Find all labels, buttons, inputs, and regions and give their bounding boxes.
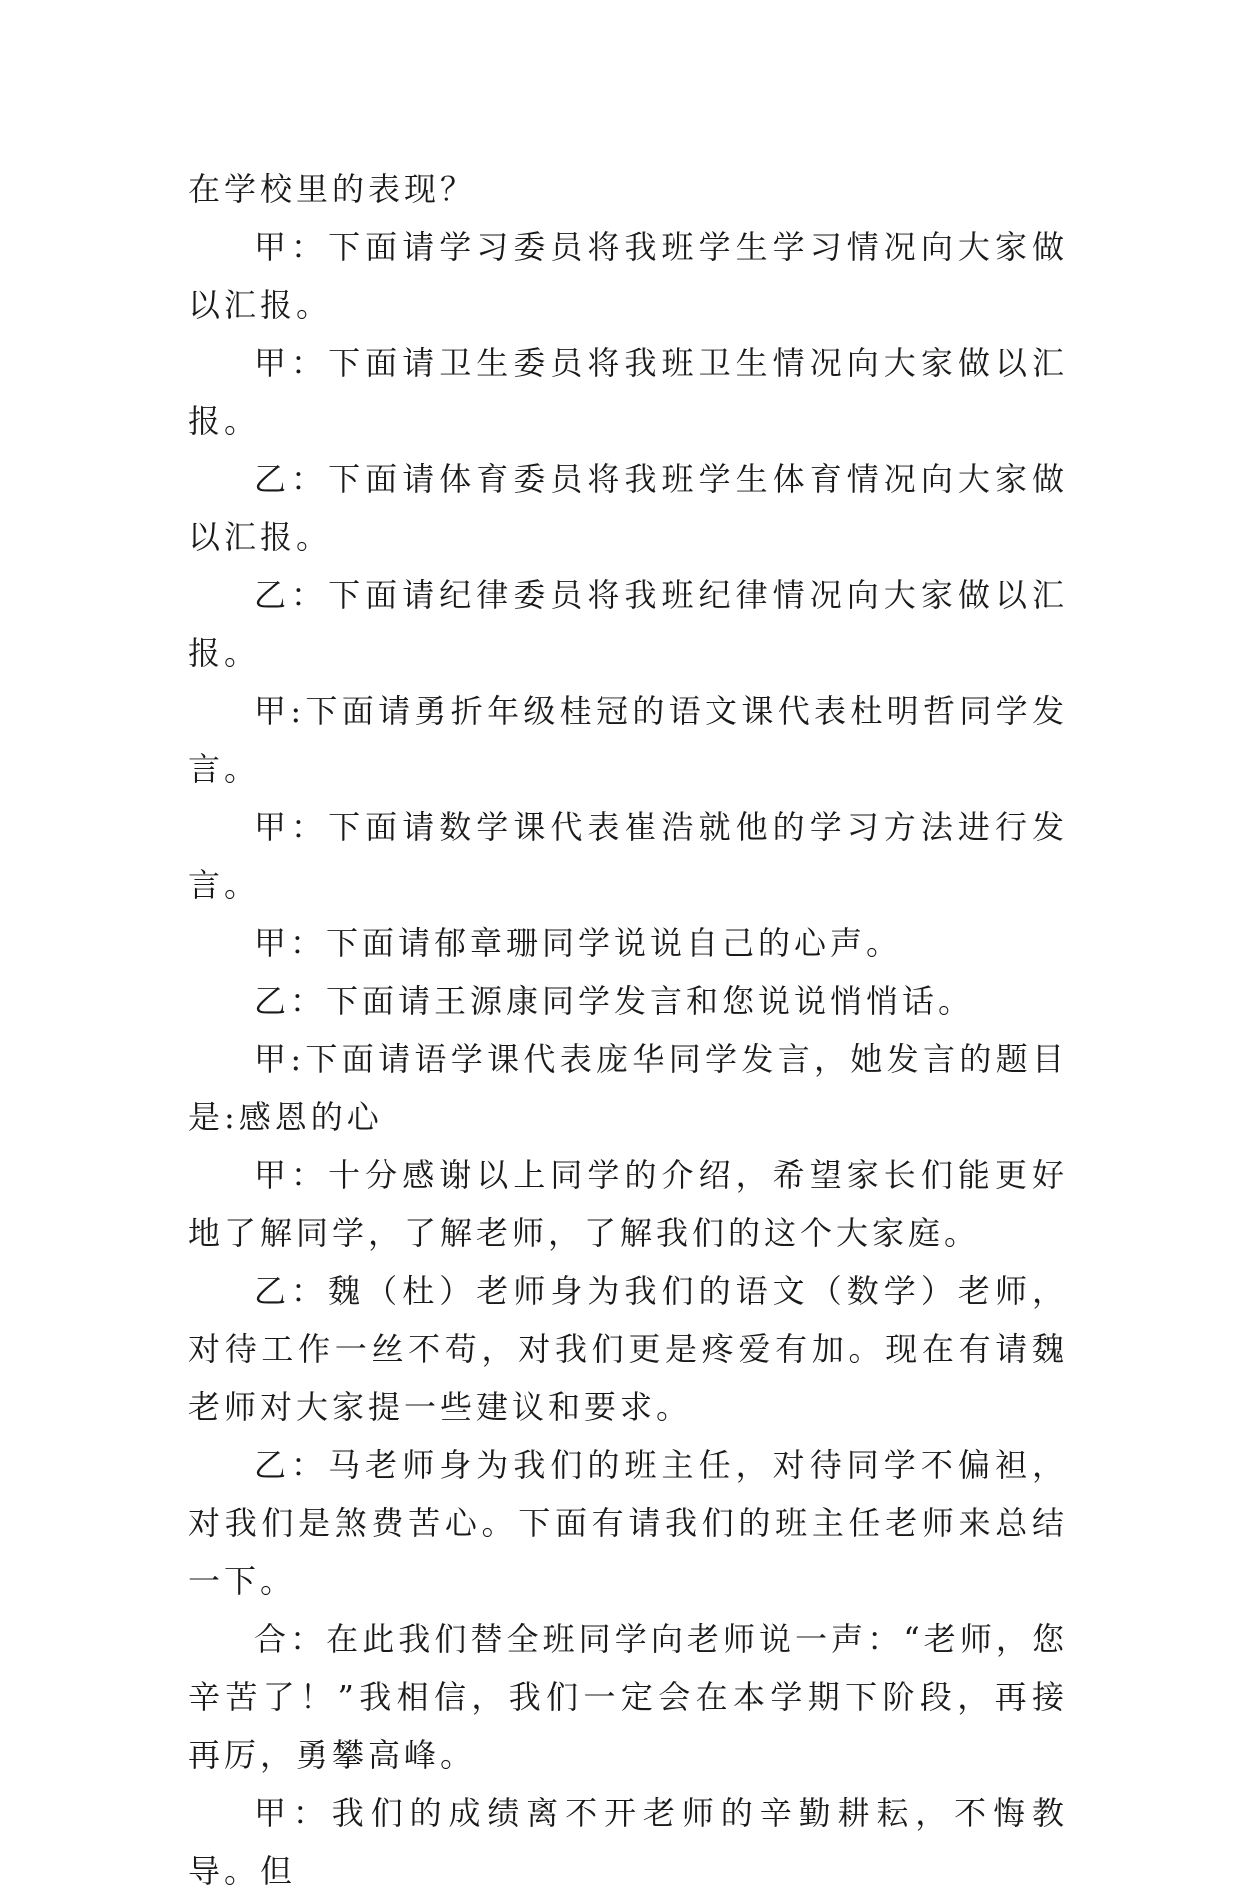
paragraph-11: 甲：十分感谢以上同学的介绍，希望家长们能更好地了解同学，了解老师，了解我们的这个大家庭。 bbox=[188, 1156, 1068, 1252]
paragraph-8: 甲：下面请郁章珊同学说说自己的心声。 bbox=[254, 924, 903, 962]
paragraph-15: 甲：我们的成绩离不开老师的辛勤耕耘，不悔教导。但 bbox=[188, 1794, 1068, 1890]
paragraph-14: 合：在此我们替全班同学向老师说一声：“老师，您辛苦了！”我相信，我们一定会在本学期下阶段，再接再厉，勇攀高峰。 bbox=[188, 1620, 1068, 1774]
paragraph-9: 乙：下面请王源康同学发言和您说说悄悄话。 bbox=[254, 982, 975, 1020]
paragraph-3: 甲：下面请卫生委员将我班卫生情况向大家做以汇报。 bbox=[188, 344, 1068, 440]
paragraph-10: 甲:下面请语学课代表庞华同学发言，她发言的题目是:感恩的心 bbox=[188, 1040, 1068, 1136]
paragraph-1: 在学校里的表现？ bbox=[188, 170, 477, 208]
paragraph-7: 甲：下面请数学课代表崔浩就他的学习方法进行发言。 bbox=[188, 808, 1068, 904]
paragraph-4: 乙：下面请体育委员将我班学生体育情况向大家做以汇报。 bbox=[188, 460, 1068, 556]
paragraph-12: 乙：魏（杜）老师身为我们的语文（数学）老师，对待工作一丝不苟，对我们更是疼爱有加。现在有请魏老师对大家提一些建议和要求。 bbox=[188, 1272, 1068, 1426]
paragraph-13: 乙：马老师身为我们的班主任，对待同学不偏袒，对我们是煞费苦心。下面有请我们的班主任老师来总结一下。 bbox=[188, 1446, 1068, 1600]
document-body bbox=[188, 160, 1068, 1900]
paragraph-6: 甲:下面请勇折年级桂冠的语文课代表杜明哲同学发言。 bbox=[188, 692, 1068, 788]
paragraph-2: 甲：下面请学习委员将我班学生学习情况向大家做以汇报。 bbox=[188, 228, 1068, 324]
paragraph-5: 乙：下面请纪律委员将我班纪律情况向大家做以汇报。 bbox=[188, 576, 1068, 672]
